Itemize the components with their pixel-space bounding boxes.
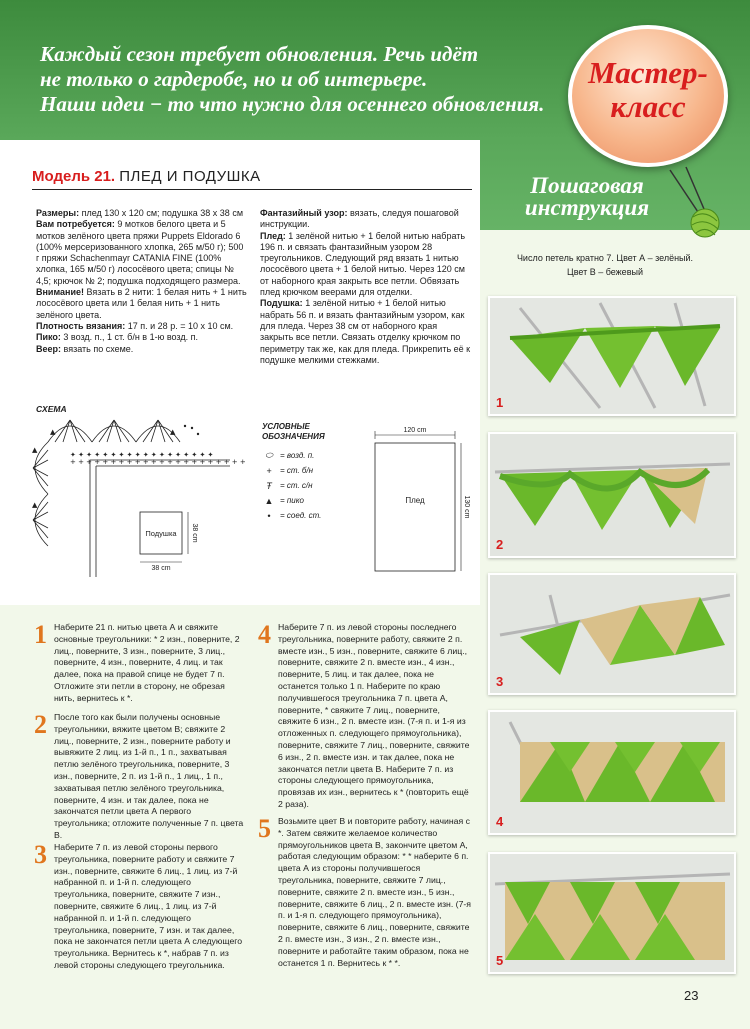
instruction-title-line-1: Пошаговая bbox=[530, 173, 644, 198]
master-class-badge bbox=[568, 25, 728, 167]
header-line-3: Наши идеи − то что нужно для осеннего обновления. bbox=[40, 92, 545, 116]
step-text: Возьмите цвет В и повторите работу, начиная с *. Затем свяжите желаемое количество прямоугольников цвета В, закончите цветом А, работая следующим образом: * * наберите 6 п. цвета А из стороны получившегося треугольника, поверните, свяжите 7 лиц., поверните, свяжите 2 п. вместе изн., 5 изн., поверните, свяжите 6 лиц., 2 п. вместе изн. (7-я п. и 1-я п. следующего прямоугольника), поверните, свяжите 6 лиц., поверните, свяжите 2 п. вместе изн., 3 изн., 2 п. вместе изн., поверните и работайте таким образом, пока не останется 1 п. Вернитесь к * *. bbox=[278, 816, 471, 968]
scheme-pillow-width: 38 cm bbox=[151, 565, 171, 572]
step-photo-3 bbox=[488, 573, 736, 695]
step-number: 3 bbox=[34, 840, 47, 869]
step-text: Наберите 7 п. из левой стороны последнего треугольника, поверните работу, свяжите 2 п. вместе изн., 5 изн., поверните, свяжите 6 лиц., поверните, свяжите 2 п. вместе изн., 4 изн., поверните, 5 лиц. и так далее, пока не останется только 1 п. Наберите по краю получившегося треугольника 7 п. цвета А, поверните, * свяжите 7 лиц., поверните, свяжите 6 изн., 2 п. вместе изн. (7-я п. и 1-я из отложенных п. следующего прямоугольника), поверните, свяжите 7 лиц., поверните, свяжите 6 изн., 2 п. вместе изн. и так далее, пока не закончатся петли цвета В. Наберите 7 п. из стороны следующего прямоугольника, провязав их изн., вернитесь к * (повторить ещё 2 раза). bbox=[278, 622, 470, 809]
pillow-text: 1 зелёной нитью + 1 белой нитью набрать 56 п. и вязать фантазийным узором, как для пледа. Через 38 см от наборного края закрыть все петли. Связать отделку крючком по периметру так же, как для пледа. Прикрепить её к подушке мелкими стежками. bbox=[260, 298, 471, 365]
legend-item bbox=[262, 448, 362, 463]
materials-label: Вам потребуется: bbox=[36, 219, 115, 230]
model-number: Модель 21. bbox=[32, 168, 116, 185]
step-number: 5 bbox=[258, 814, 271, 843]
model-name: ПЛЕД И ПОДУШКА bbox=[119, 168, 261, 185]
density-paragraph bbox=[36, 321, 248, 332]
attention-paragraph bbox=[36, 287, 248, 321]
knitting-photo-3-image bbox=[490, 575, 734, 693]
picot-label: Пико: bbox=[36, 332, 61, 343]
step-4 bbox=[258, 622, 472, 811]
density-label: Плотность вязания: bbox=[36, 320, 126, 331]
header-line-2: не только о гардеробе, но и об интерьере. bbox=[40, 67, 428, 91]
pattern-column bbox=[260, 208, 472, 366]
slip-stitch-icon: • bbox=[267, 510, 271, 521]
plaid-size-diagram bbox=[370, 425, 470, 575]
chain-stitch-icon: ⬭ bbox=[265, 450, 273, 460]
plaid-paragraph bbox=[260, 231, 472, 299]
step-3 bbox=[34, 842, 246, 972]
step-photo-5 bbox=[488, 852, 736, 974]
sizes-text: плед 130 х 120 см; подушка 38 х 38 см bbox=[79, 208, 244, 218]
legend-item-text: = ст. б/н bbox=[280, 466, 314, 475]
sizes-paragraph bbox=[36, 208, 248, 219]
legend-item-text: = пико bbox=[280, 496, 304, 505]
plaid-text: 1 зелёной нитью + 1 белой нитью набрать 196 п. и связать фантазийным узором 28 треугольников. Следующий ряд вязать 1 нитью лососёвого цвета + 1 белой нитью. Через 120 см от наборного края закрыть все петли. Обвязать плед крючком веерами для отделки. bbox=[260, 230, 466, 298]
picot-text: 3 возд. п., 1 ст. б/н в 1-ю возд. п. bbox=[60, 332, 198, 343]
step-number: 2 bbox=[34, 710, 47, 739]
pattern-paragraph bbox=[260, 208, 472, 231]
header-intro bbox=[40, 42, 570, 117]
attention-text: Вязать в 2 нити: 1 белая нить + 1 нить лососёвого цвета или 1 белая нить + 1 нить зелёного цвета. bbox=[36, 287, 247, 320]
pattern-text: вязать, следуя пошаговой инструкции. bbox=[260, 208, 459, 230]
photo-number-1: 1 bbox=[496, 395, 504, 410]
step-photo-1 bbox=[488, 296, 736, 416]
step-number: 1 bbox=[34, 620, 47, 649]
step-text: После того как были получены основные треугольники, вяжите цветом В; свяжите 2 лиц., поверните, 2 изн., поверните работу и вывяжите 2 лиц. из 1-й п., 1 п., захватывая петлю зелёного треугольника, поверните, 3 изн., поверните, 2 п. из 1-й п., 1 лиц., 1 п., захватывая петлю зелёного треугольника, поверните, 4 изн. и так далее, пока не закончатся петли цвета А первого треугольника; отложите полученные 7 п. цвета В. bbox=[54, 712, 244, 840]
knitting-photo-2-image bbox=[490, 434, 734, 556]
pillow-label: Подушка: bbox=[260, 298, 303, 309]
density-text: 17 п. и 28 р. = 10 х 10 см. bbox=[125, 320, 234, 331]
legend bbox=[262, 422, 362, 523]
legend-item bbox=[262, 508, 362, 523]
knitting-photo-5-image bbox=[490, 854, 734, 972]
scheme-pillow-height: 38 cm bbox=[191, 523, 198, 543]
svg-text:▲: ▲ bbox=[170, 428, 176, 436]
model-title bbox=[32, 168, 472, 190]
attention-label: Внимание! bbox=[36, 287, 84, 298]
svg-text:▲: ▲ bbox=[50, 428, 56, 436]
step-5 bbox=[258, 816, 472, 969]
instruction-note-line-1: Число петель кратно 7. Цвет А – зелёный. bbox=[516, 253, 694, 263]
materials-paragraph bbox=[36, 219, 248, 287]
step-photo-2 bbox=[488, 432, 736, 558]
step-2 bbox=[34, 712, 246, 842]
pattern-label: Фантазийный узор: bbox=[260, 208, 348, 218]
svg-text:✦ ✦ ✦ ✦ ✦ ✦ ✦ ✦ ✦ ✦ ✦ ✦ ✦ ✦ ✦: ✦ ✦ ✦ ✦ ✦ ✦ ✦ ✦ ✦ ✦ ✦ ✦ ✦ ✦ ✦ ✦ ✦ ✦ bbox=[70, 451, 214, 459]
page-number: 23 bbox=[684, 988, 699, 1003]
plaid-height: 130 cm bbox=[463, 495, 470, 519]
knitting-photo-4-image bbox=[490, 712, 734, 833]
fan-label: Веер: bbox=[36, 343, 62, 354]
picot-icon: ▲ bbox=[264, 495, 274, 506]
crochet-scheme-diagram bbox=[30, 412, 252, 584]
step-text: Наберите 21 п. нитью цвета А и свяжите основные треугольники: * 2 изн., поверните, 2 лиц., поверните, 3 изн., поверните, 3 лиц., поверните, 4 изн., поверните, 4 лиц. и так далее, пока на правой спице не будет 7 п. Отложите эти петли в сторону, не обрезая нить, вернитесь к *. bbox=[54, 622, 240, 703]
legend-title-line-2: ОБОЗНАЧЕНИЯ bbox=[262, 432, 325, 441]
materials-text: 9 мотков белого цвета и 5 мотков зелёного цвета пряжи Puppets Eldorado 6 (100% мерсеризованного хлопка, 265 м/50 г); 500 г пряжи Schachenmayr CATANIA FINE (100% хлопка, 165 м/50 г) лососёвого цвета; спицы № 4,5; крючок № 2; подушка подходящего размера. bbox=[36, 219, 244, 286]
plaid-width: 120 cm bbox=[403, 427, 427, 434]
legend-item bbox=[262, 463, 362, 478]
svg-text:▲: ▲ bbox=[32, 446, 38, 454]
photo-number-2: 2 bbox=[496, 537, 504, 552]
instruction-note-line-2: Цвет В – бежевый bbox=[567, 267, 643, 277]
step-photo-4 bbox=[488, 710, 736, 835]
plaid-label: Плед bbox=[405, 496, 425, 505]
step-1 bbox=[34, 622, 246, 705]
badge-line-2: класс bbox=[610, 89, 686, 124]
photo-number-5: 5 bbox=[496, 953, 504, 968]
instruction-title-line-2: инструкция bbox=[524, 195, 650, 220]
svg-text:▲: ▲ bbox=[32, 501, 38, 509]
legend-title bbox=[262, 422, 362, 442]
legend-title-line-1: УСЛОВНЫЕ bbox=[262, 422, 310, 431]
plaid-label: Плед: bbox=[260, 230, 286, 241]
header-line-1: Каждый сезон требует обновления. Речь идёт bbox=[40, 42, 479, 66]
single-crochet-icon: + bbox=[266, 465, 272, 476]
yarn-ball-icon bbox=[650, 165, 730, 245]
materials-column bbox=[36, 208, 248, 355]
photo-number-4: 4 bbox=[496, 814, 504, 829]
legend-item bbox=[262, 493, 362, 508]
legend-item-text: = ст. с/н bbox=[280, 481, 313, 490]
instruction-note bbox=[500, 251, 710, 279]
step-text: Наберите 7 п. из левой стороны первого треугольника, поверните работу и свяжите 7 изн., поверните, свяжите 6 лиц., 1 лиц. из 7-й набранной п. и 1-й п. следующего треугольника, поверните, свяжите 7 изн., поверните, свяжите 6 лиц., 1 лиц. из 7-й набранной п. и 1-й п. следующего треугольника, поверните, 7 изн. и так далее, пока не закончатся петли цвета А следующего треугольника. Вернитесь к *, набрав 7 п. из левой стороны следующего треугольника. bbox=[54, 842, 243, 970]
picot-paragraph bbox=[36, 332, 248, 343]
legend-item-text: = возд. п. bbox=[280, 451, 315, 460]
pillow-paragraph bbox=[260, 298, 472, 366]
badge-line-1: Мастер- bbox=[588, 55, 708, 90]
photo-number-3: 3 bbox=[496, 674, 504, 689]
scheme-label: СХЕМА bbox=[36, 404, 67, 414]
fan-paragraph bbox=[36, 344, 248, 355]
fan-text: вязать по схеме. bbox=[61, 343, 134, 354]
legend-item bbox=[262, 478, 362, 493]
scheme-pillow-label: Подушка bbox=[145, 529, 177, 538]
svg-text:+ + + + + + + + + + + + + + +: + + + + + + + + + + + + + + + + + + + + + + bbox=[70, 458, 246, 466]
sizes-label: Размеры: bbox=[36, 208, 80, 218]
step-number: 4 bbox=[258, 620, 271, 649]
legend-item-text: = соед. ст. bbox=[280, 511, 322, 520]
knitting-photo-1-image bbox=[490, 298, 734, 414]
double-crochet-icon: Ŧ bbox=[266, 480, 272, 491]
